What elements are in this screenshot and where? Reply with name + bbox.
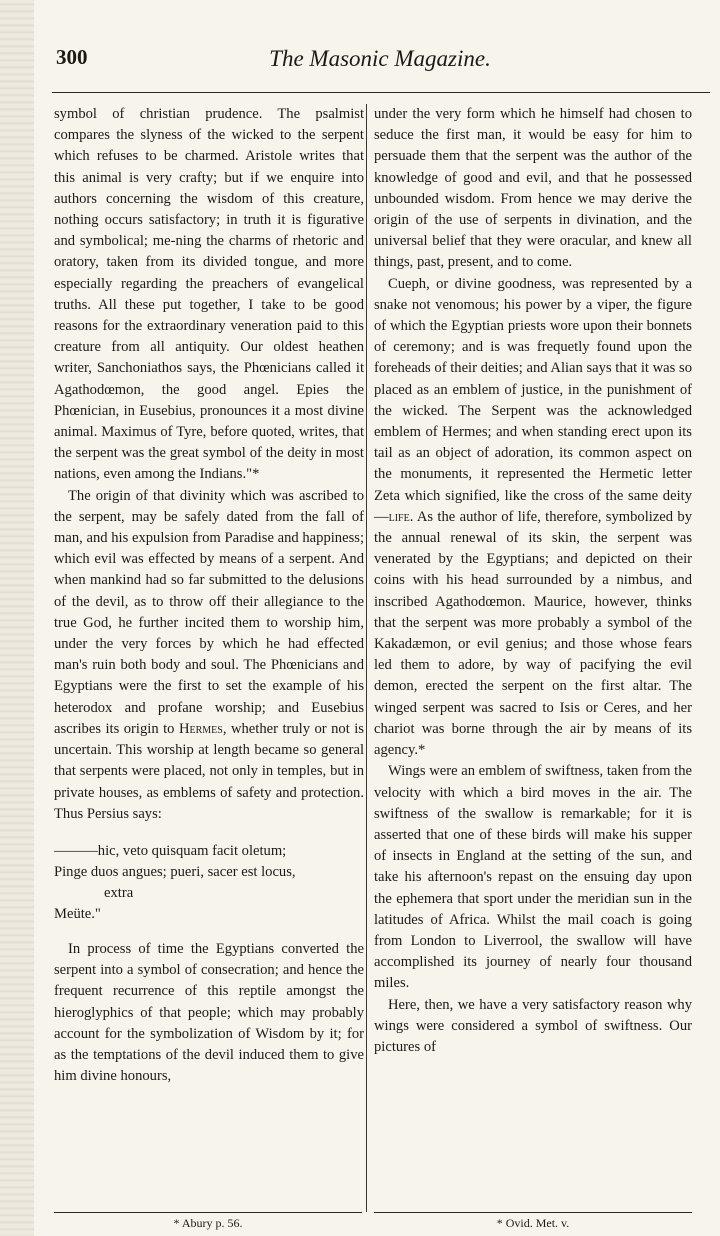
right-paragraph-2: Cueph, or divine goodness, was represented by a snake not venomous; his power by a viper, the figure of which the Egyptian priests wore upon their bonnets of ceremony; and is was frequetly found upon the foreheads of their deities; and Alian says that it was so placed as an emblem of justice, in the punishment of the wicked. The Serpent was the acknowledged emblem of Hermes; and when standing erect upon its tail as an object of adoration, its common aspect on the monuments, it represented the Hermetic letter Zeta which signified, like the cross of the same deity—life. As the author of life, therefore, symbolized by the annual renewal of its skin, the serpent was venerated by the Egyptians; and depicted on their coins with his head surrounded by a nimbus, and inscribed Agathodœmon. Maurice, however, thinks that the serpent was more probably a symbol of the Kakadæmon, or evil genius; and those whose fears led them to adore, by way of pacifying the evil demon, erected the serpent on the first altar. The winged serpent was sacred to Isis or Ceres, and her chariot was borne through the air by means of its agency.* (374, 275, 692, 759)
verse-line-4: Meüte." (54, 905, 101, 922)
left-paragraph-2: The origin of that divinity which was ascribed to the serpent, may be safely dated from the fall of man, and his expulsion from Paradise and happiness; which evil was effected by means of a serpent. And when mankind had so far submitted to the delusions of the devil, as to throw off their allegiance to the true God, he further incited them to worship him, under the very forces by which he had effected man's ruin both body and soul. The Phœnicians and Egyptians were the first to set the example of his heterodox and profane worship; and Eusebius ascribes its origin to Hermes, whether truly or not is uncertain. This worship at length became so general that serpents were placed, not only in temples, but in private houses, as emblems of safety and protection. Thus Persius says: (54, 487, 364, 822)
footnote-rule-right (374, 1212, 692, 1213)
right-column (374, 104, 692, 1058)
right-paragraph-3: Wings were an emblem of swiftness, taken from the velocity with which a bird moves in the air. The swiftness of the swallow is remarkable; for it is asserted that one of these birds will make his supper of insects in England at the setting of the sun, and take his afternoon's repast on the ensuing day upon the ephemera that sport under the meridian sun in the latitudes of Africa. Whilst the mail coach is going from London to Liverrool, the swallow will have accomplished its journey of nearly four thousand miles. (374, 763, 692, 992)
footnote-rule-left (54, 1212, 362, 1213)
page-number: 300 (56, 45, 88, 69)
left-paragraph-1: symbol of christian prudence. The psalmist compares the slyness of the wicked to the serpent which refuses to be charmed. Aristole writes that this animal is very crafty; but if we enquire into authors concerning the wisdom of this creature, nothing occurs satisfactory; in truth it is figurative and symbolical; me-ning the charms of rhetoric and oratory, taken from its divided tongue, and more especially regarding the preachers of evangelical truths. All these put together, I take to be good reasons for the extraordinary veneration paid to this creature from all antiquity. Our oldest heathen writer, Sanchoniathos says, the Phœnicians called it Agathodœmon, the good angel. Epies the Phœnician, in Eusebius, pronounces it a most divine animal. Maximus of Tyre, before quoted, writes, that the serpent was the great symbol of the deity in most nations, even among the Indians."* (54, 106, 364, 483)
life-smallcaps: life (388, 508, 410, 525)
header-rule (52, 92, 710, 93)
running-title: The Masonic Magazine. (269, 46, 491, 71)
left-paragraph-3: In process of time the Egyptians converted the serpent into a symbol of consecration; and hence the frequent recurrence of this reptile amongst the hieroglyphics of that people; which may probably account for the symbolization of Wisdom by it; for as the temptations of the devil induced them to give him divine honours, (54, 940, 364, 1085)
left-column (54, 104, 364, 1087)
footnote-left: * Abury p. 56. (173, 1216, 243, 1230)
right-paragraph-4: Here, then, we have a very satisfactory reason why wings were considered a symbol of swiftness. Our pictures of (374, 996, 692, 1055)
latin-verse (54, 841, 364, 925)
right-paragraph-1: under the very form which he himself had chosen to seduce the first man, it would be easy for him to persuade them that the serpent was the author of the knowledge of good and evil, and that he possessed unbounded wisdom. From hence we may derive the origin of the use of serpents in divination, and the universal belief that they were oracular, and knew all things, past, present, and to come. (374, 106, 692, 271)
verse-line-3: extra (104, 884, 134, 901)
footnote-right: * Ovid. Met. v. (496, 1216, 570, 1230)
verse-line-1: ———hic, veto quisquam facit oletum; (54, 842, 287, 859)
hermes-smallcaps: Hermes (178, 720, 223, 737)
verse-line-2: Pinge duos angues; pueri, sacer est locus, (54, 863, 296, 880)
column-divider (366, 104, 367, 1212)
page-edge-binding (0, 0, 34, 1236)
